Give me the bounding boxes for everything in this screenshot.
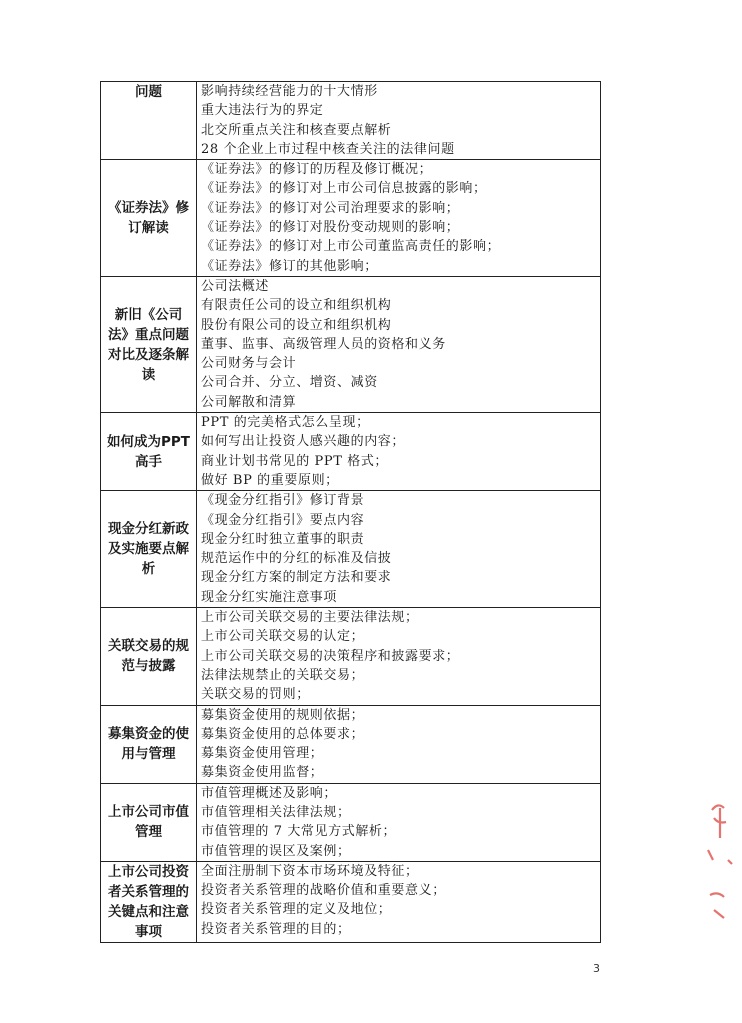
table-row <box>101 82 601 160</box>
list-item: 公司法概述 <box>201 278 270 294</box>
list-item: 北交所重点关注和核查要点解析 <box>201 122 392 138</box>
topic-cell: 关联交易的规范与披露 <box>101 608 197 705</box>
list-item: 募集资金使用监督； <box>201 765 324 781</box>
list-item: 《证券法》的修订对上市公司信息披露的影响； <box>201 181 487 197</box>
list-item: 股份有限公司的设立和组织机构 <box>201 317 392 333</box>
list-item: 全面注册制下资本市场环境及特征； <box>201 863 419 879</box>
table-row <box>101 705 601 783</box>
list-item: 《证券法》的修订对上市公司董监高责任的影响； <box>201 239 501 255</box>
table-row <box>101 413 601 491</box>
list-item: 如何写出让投资人感兴趣的内容； <box>201 434 406 450</box>
list-item: 现金分红方案的制定方法和要求 <box>201 570 392 586</box>
list-item: 公司解散和清算 <box>201 394 297 410</box>
list-item: 重大违法行为的界定 <box>201 103 324 119</box>
list-item: 有限责任公司的设立和组织机构 <box>201 298 392 314</box>
items-cell <box>197 861 601 942</box>
items-cell <box>197 276 601 412</box>
topic-cell: 《证券法》修订解读 <box>101 160 197 277</box>
list-item: 现金分红时独立董事的职责 <box>201 531 365 547</box>
items-cell <box>197 491 601 608</box>
list-item: 公司合并、分立、增资、减资 <box>201 375 378 391</box>
items-cell <box>197 608 601 705</box>
list-item: 募集资金使用的规则依据； <box>201 707 365 723</box>
list-item: 上市公司关联交易的主要法律法规； <box>201 610 419 626</box>
list-item: 现金分红实施注意事项 <box>201 589 338 605</box>
list-item: 《现金分红指引》要点内容 <box>201 512 365 528</box>
course-table <box>100 81 601 943</box>
list-item: 募集资金使用的总体要求； <box>201 726 365 742</box>
topic-cell: 如何成为PPT高手 <box>101 413 197 491</box>
list-item: 市值管理相关法律法规； <box>201 804 351 820</box>
list-item: 商业计划书常见的 PPT 格式； <box>201 453 389 469</box>
seal-stamp-fragment <box>700 790 742 940</box>
list-item: 影响持续经营能力的十大情形 <box>201 84 378 99</box>
list-item: PPT 的完美格式怎么呈现； <box>201 415 370 431</box>
items-cell <box>197 160 601 277</box>
list-item: 28 个企业上市过程中核查关注的法律问题 <box>201 141 455 157</box>
list-item: 投资者关系管理的定义及地位； <box>201 902 392 918</box>
table-row <box>101 861 601 942</box>
table-row <box>101 783 601 861</box>
topic-cell: 问题 <box>101 82 197 160</box>
table-row <box>101 276 601 412</box>
list-item: 《证券法》修订的其他影响； <box>201 258 378 274</box>
items-cell <box>197 783 601 861</box>
list-item: 募集资金使用管理； <box>201 746 324 762</box>
list-item: 关联交易的罚则； <box>201 687 310 703</box>
list-item: 《证券法》的修订对股份变动规则的影响； <box>201 220 460 236</box>
list-item: 公司财务与会计 <box>201 356 297 372</box>
list-item: 市值管理的误区及案例； <box>201 843 351 859</box>
table-row <box>101 160 601 277</box>
topic-cell: 现金分红新政及实施要点解析 <box>101 491 197 608</box>
list-item: 投资者关系管理的目的； <box>201 921 351 937</box>
list-item: 市值管理的 7 大常见方式解析； <box>201 824 397 840</box>
table-row <box>101 608 601 705</box>
items-cell <box>197 82 601 160</box>
list-item: 做好 BP 的重要原则； <box>201 472 339 488</box>
list-item: 《证券法》的修订的历程及修订概况； <box>201 162 433 178</box>
list-item: 上市公司关联交易的决策程序和披露要求； <box>201 648 460 664</box>
topic-cell: 募集资金的使用与管理 <box>101 705 197 783</box>
list-item: 规范运作中的分红的标准及信披 <box>201 551 392 567</box>
list-item: 《证券法》的修订对公司治理要求的影响； <box>201 200 460 216</box>
list-item: 《现金分红指引》修订背景 <box>201 493 365 509</box>
table-row <box>101 491 601 608</box>
page-number: 3 <box>593 962 600 975</box>
list-item: 投资者关系管理的战略价值和重要意义； <box>201 883 446 899</box>
table-body <box>101 82 601 943</box>
list-item: 市值管理概述及影响； <box>201 785 338 801</box>
list-item: 董事、监事、高级管理人员的资格和义务 <box>201 336 446 352</box>
items-cell <box>197 705 601 783</box>
topic-cell: 新旧《公司法》重点问题对比及逐条解读 <box>101 276 197 412</box>
list-item: 法律法规禁止的关联交易； <box>201 667 365 683</box>
topic-cell: 上市公司投资者关系管理的关键点和注意事项 <box>101 861 197 942</box>
topic-cell: 上市公司市值管理 <box>101 783 197 861</box>
list-item: 上市公司关联交易的认定； <box>201 629 365 645</box>
items-cell <box>197 413 601 491</box>
